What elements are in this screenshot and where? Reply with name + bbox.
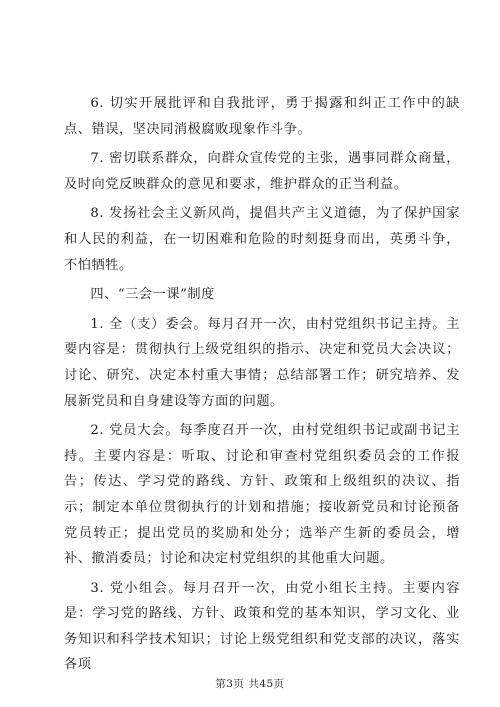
paragraph-item-8: 8. 发扬社会主义新风尚，提倡共产主义道德，为了保护国家和人民的利益，在一切困难和危险的时刻挺身而出，英勇斗争，不怕牺牲。: [64, 206, 460, 273]
section-heading-three-meetings: 四、“三会一课”制度: [90, 287, 215, 303]
paragraph-committee-meeting: 1. 全（支）委会。每月召开一次，由村党组织书记主持。主要内容是：贯彻执行上级党组织的指示、决定和党员大会决议；讨论、研究、决定本村重大事情；总结部署工作；研究培养、发展新党员和自身建设等方面的问题。: [64, 316, 460, 409]
page-footer: 第3页 共45页: [215, 678, 285, 690]
paragraph-item-6: 6. 切实开展批评和自我批评，勇于揭露和纠正工作中的缺点、错误，坚决同消极腐败现象作斗争。: [64, 96, 460, 137]
document-body: [64, 91, 460, 682]
paragraph-party-member-assembly: 2. 党员大会。每季度召开一次，由村党组织书记或副书记主持。主要内容是：听取、讨论和审查村党组织委员会的工作报告；传达、学习党的路线、方针、政策和上级组织的决议、指示；制定本单位贯彻执行的计划和措施；接收新党员和讨论预备党员转正；提出党员的奖励和处分；选举产生新的委员会，增补、撤消委员；讨论和决定村党组织的其他重大问题。: [64, 423, 460, 567]
paragraph-item-7: 7. 密切联系群众，向群众宣传党的主张，遇事同群众商量，及时向党反映群众的意见和要求，维护群众的正当利益。: [64, 151, 460, 192]
paragraph-party-group-meeting: 3. 党小组会。每月召开一次，由党小组长主持。主要内容是：学习党的路线、方针、政策和党的基本知识，学习文化、业务知识和科学技术知识；讨论上级党组织和党支部的决议，落实各项: [64, 580, 460, 673]
